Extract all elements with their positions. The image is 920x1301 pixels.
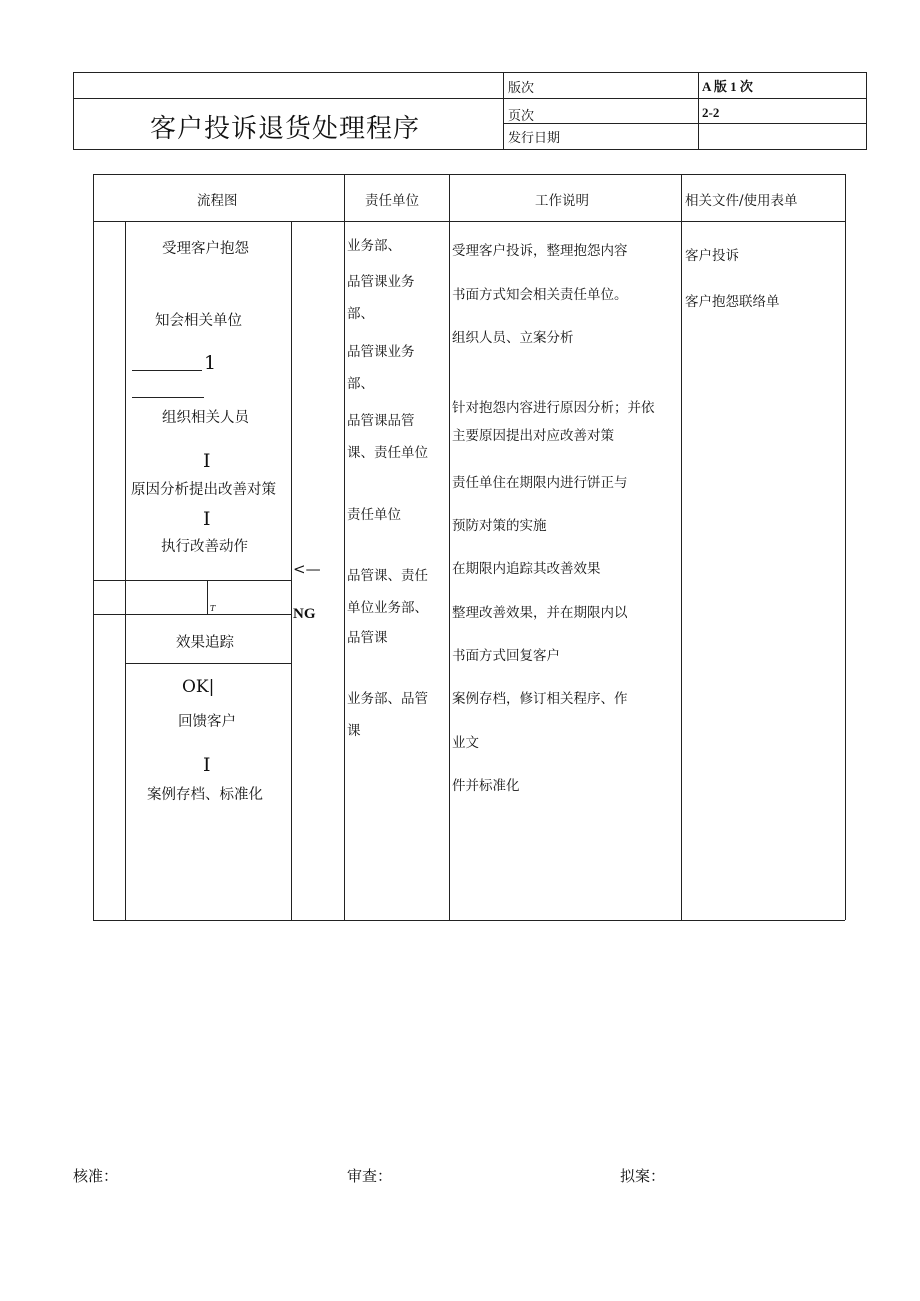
flow-mark-one: 1 [204,352,217,374]
responsibility-line: 业务部、品管 [347,691,428,707]
column-header-flowchart: 流程图 [197,193,238,209]
review-label: 审查： [347,1167,393,1185]
responsibility-line: 课 [347,723,361,739]
description-line: 组织人员、立案分析 [452,330,574,346]
document-item: 客户投诉 [685,248,739,264]
flow-step: 效果追踪 [176,635,234,651]
flow-step: 知会相关单位 [155,313,242,329]
responsibility-line: 单位业务部、 [347,600,428,616]
flow-connector-line [132,370,202,371]
flow-step: 组织相关人员 [162,410,249,426]
responsibility-line: 部、 [347,306,374,322]
version-label: 版次 [508,81,535,96]
column-header-description: 工作说明 [535,193,589,209]
description-line: 在期限内追踪其改善效果 [452,561,601,577]
description-line: 案例存档，修订相关程序、作 [452,691,628,707]
version-value: A 版 1 次 [702,79,753,94]
ok-label: OK| [182,677,215,697]
document-item: 客户抱怨联络单 [685,294,780,310]
issue-date-label: 发行日期 [508,131,561,146]
draft-label: 拟案： [620,1167,666,1185]
flow-connector-line [132,397,204,398]
flow-arrow-bar: I [203,754,211,776]
flow-step: 原因分析提出改善对策 [131,482,276,498]
description-line: 针对抱怨内容进行原因分析；并依 [452,400,655,416]
responsibility-line: 部、 [347,376,374,392]
description-line: 预防对策的实施 [452,518,547,534]
description-line: 受理客户投诉，整理抱怨内容 [452,243,628,259]
flow-tiny-mark: T [210,604,216,613]
flow-arrow-bar: I [203,450,211,472]
responsibility-line: 品管课品管 [347,413,415,429]
flow-arrow-bar: I [203,508,211,530]
ng-label: NG [293,606,316,622]
responsibility-line: 责任单位 [347,507,401,523]
responsibility-line: 品管课、责任 [347,568,428,584]
description-line: 书面方式回复客户 [452,648,560,664]
page-label: 页次 [508,109,535,124]
description-line: 主要原因提出对应改善对策 [452,428,614,444]
flow-step: 案例存档、标准化 [147,787,263,803]
page-value: 2-2 [702,105,720,120]
approve-label: 核准： [73,1167,119,1185]
responsibility-line: 业务部、 [347,238,401,254]
responsibility-line: 品管课业务 [347,344,415,360]
column-header-responsibility: 责任单位 [365,193,419,209]
ng-return-arrow: <— [293,560,321,578]
flow-step: 受理客户抱怨 [162,241,249,257]
responsibility-line: 品管课 [347,630,388,646]
description-line: 责任单住在期限内进行饼正与 [452,475,628,491]
responsibility-line: 课、责任单位 [347,445,428,461]
description-line: 件并标准化 [452,778,520,794]
description-line: 整理改善效果，并在期限内以 [452,605,628,621]
document-title: 客户投诉退货处理程序 [150,114,421,144]
column-header-documents: 相关文件/使用表单 [685,193,798,209]
description-line: 书面方式知会相关责任单位。 [452,287,628,303]
flow-step: 执行改善动作 [161,539,248,555]
description-line: 业文 [452,735,479,751]
flow-step: 回馈客户 [178,714,236,730]
responsibility-line: 品管课业务 [347,274,415,290]
